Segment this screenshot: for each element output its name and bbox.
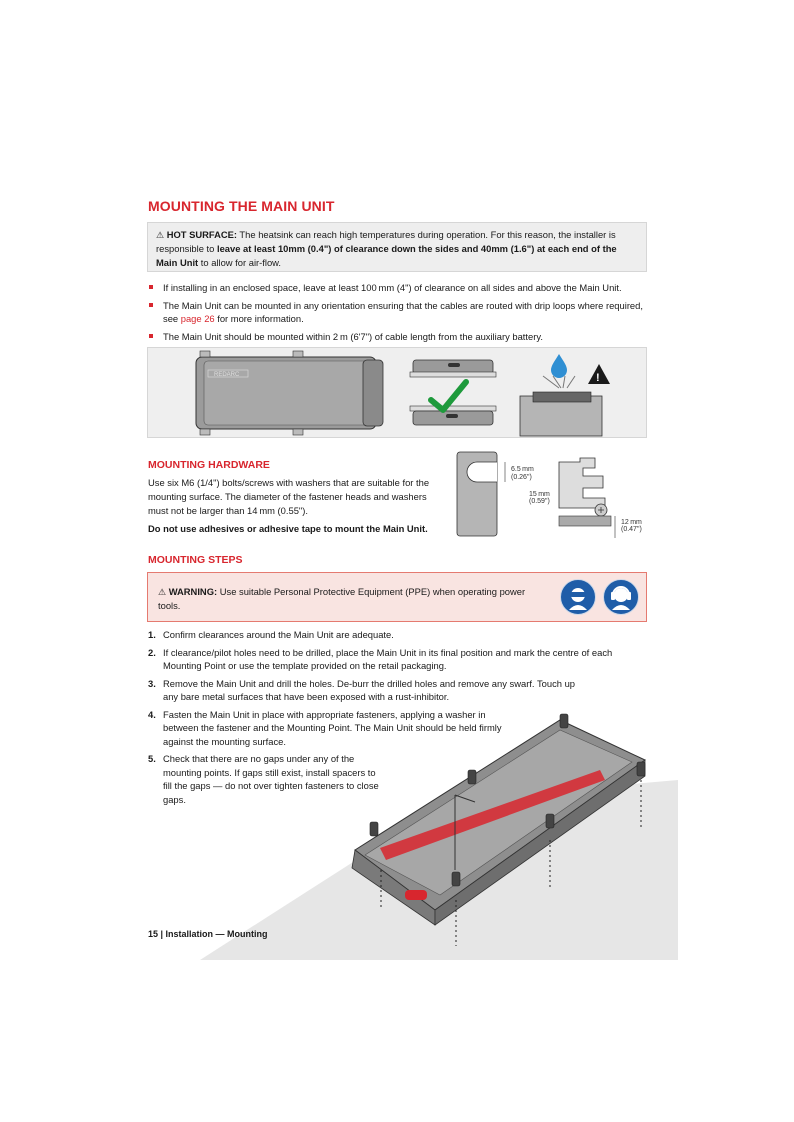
bullet-square-icon [149, 334, 153, 338]
main-unit-side-view-upper [410, 360, 496, 377]
svg-text:(0.59"): (0.59") [529, 498, 550, 505]
ppe-warning-text: ⚠ WARNING: Use suitable Personal Protective Equipment (PPE) when operating power tools. [158, 586, 526, 611]
svg-text:15 mm: 15 mm [529, 491, 550, 498]
mounting-steps-list [148, 628, 643, 810]
svg-text:!: ! [596, 372, 600, 384]
hot-surface-text: The heatsink can reach high temperatures during operation. For this reason, the installer is responsible to [156, 229, 616, 254]
warning-triangle-icon: ⚠ [158, 587, 167, 597]
list-item: If installing in an enclosed space, leave at least 100 mm (4") of clearance on all sides and above the Main Unit. [148, 281, 648, 294]
water-drip-icon [520, 354, 602, 436]
svg-text:6.5 mm: 6.5 mm [511, 466, 534, 473]
hot-surface-notice [147, 222, 647, 272]
page-26-link[interactable]: page 26 [180, 313, 215, 324]
list-item: 4. Fasten the Main Unit in place with appropriate fasteners, applying a washer in between the fastener and the Mounting Point. The Main Unit should be held firmly against the mounting surface. [148, 708, 502, 747]
installation-bullets [148, 281, 648, 348]
warning-triangle-icon [588, 364, 610, 384]
page-footer: 15 | Installation — Mounting [148, 929, 268, 939]
orientation-figure [147, 347, 647, 438]
orientation-illustration [148, 348, 648, 439]
hot-surface-label: HOT SURFACE: [166, 229, 237, 240]
hot-surface-text-end: to allow for air-flow. [198, 257, 282, 268]
mounting-hardware-title: MOUNTING HARDWARE [148, 459, 270, 471]
list-item: 3. Remove the Main Unit and drill the holes. De-burr the drilled holes and remove any swarf. Touch up any bare metal surfaces that have been exposed with a rust-inhibitor. [148, 677, 576, 702]
list-item: 2. If clearance/pilot holes need to be drilled, place the Main Unit in its final position and mark the centre of each Mounting Point or use the template provided on the retail packaging. [148, 646, 613, 671]
bullet-square-icon [149, 285, 153, 289]
main-unit-side-view-lower [410, 406, 496, 425]
ppe-warning-box [147, 572, 647, 622]
no-adhesive-note: Do not use adhesives or adhesive tape to mount the Main Unit. [148, 523, 428, 534]
mounting-hardware-text: Use six M6 (1/4") bolts/screws with washers that are suitable for the mounting surface. The diameter of the fastener heads and washers must not be larger than 14 mm (0.55"). [148, 477, 430, 516]
list-item: The Main Unit should be mounted within 2 m (6'7") of cable length from the auxiliary battery. [148, 330, 648, 343]
bullet-square-icon [149, 303, 153, 307]
warning-triangle-icon: ⚠ [156, 230, 165, 240]
eye-protection-icon [560, 579, 596, 615]
list-item: 5. Check that there are no gaps under any of the mounting points. If gaps still exist, install spacers to fill the gaps — do not over tighten fasteners to close gaps. [148, 753, 379, 805]
mounting-hardware-diagram [455, 448, 655, 543]
main-unit-top-view [196, 351, 383, 435]
svg-text:(0.26"): (0.26") [511, 474, 532, 481]
ear-protection-icon [603, 579, 639, 615]
svg-text:(0.47"): (0.47") [621, 526, 642, 533]
section-title: MOUNTING THE MAIN UNIT [148, 198, 335, 214]
figure-logo: REDARC [214, 372, 240, 378]
svg-text:12 mm: 12 mm [621, 519, 642, 526]
list-item: 1. Confirm clearances around the Main Unit are adequate. [148, 629, 394, 640]
hot-surface-bold: leave at least 10mm (0.4") of clearance down the sides and 40mm (1.6") at each end of the Main Unit [156, 243, 617, 268]
mounting-steps-title: MOUNTING STEPS [148, 554, 243, 566]
list-item: The Main Unit can be mounted in any orientation ensuring that the cables are routed with drip loops where required, see page 26 for more information. [148, 299, 648, 325]
